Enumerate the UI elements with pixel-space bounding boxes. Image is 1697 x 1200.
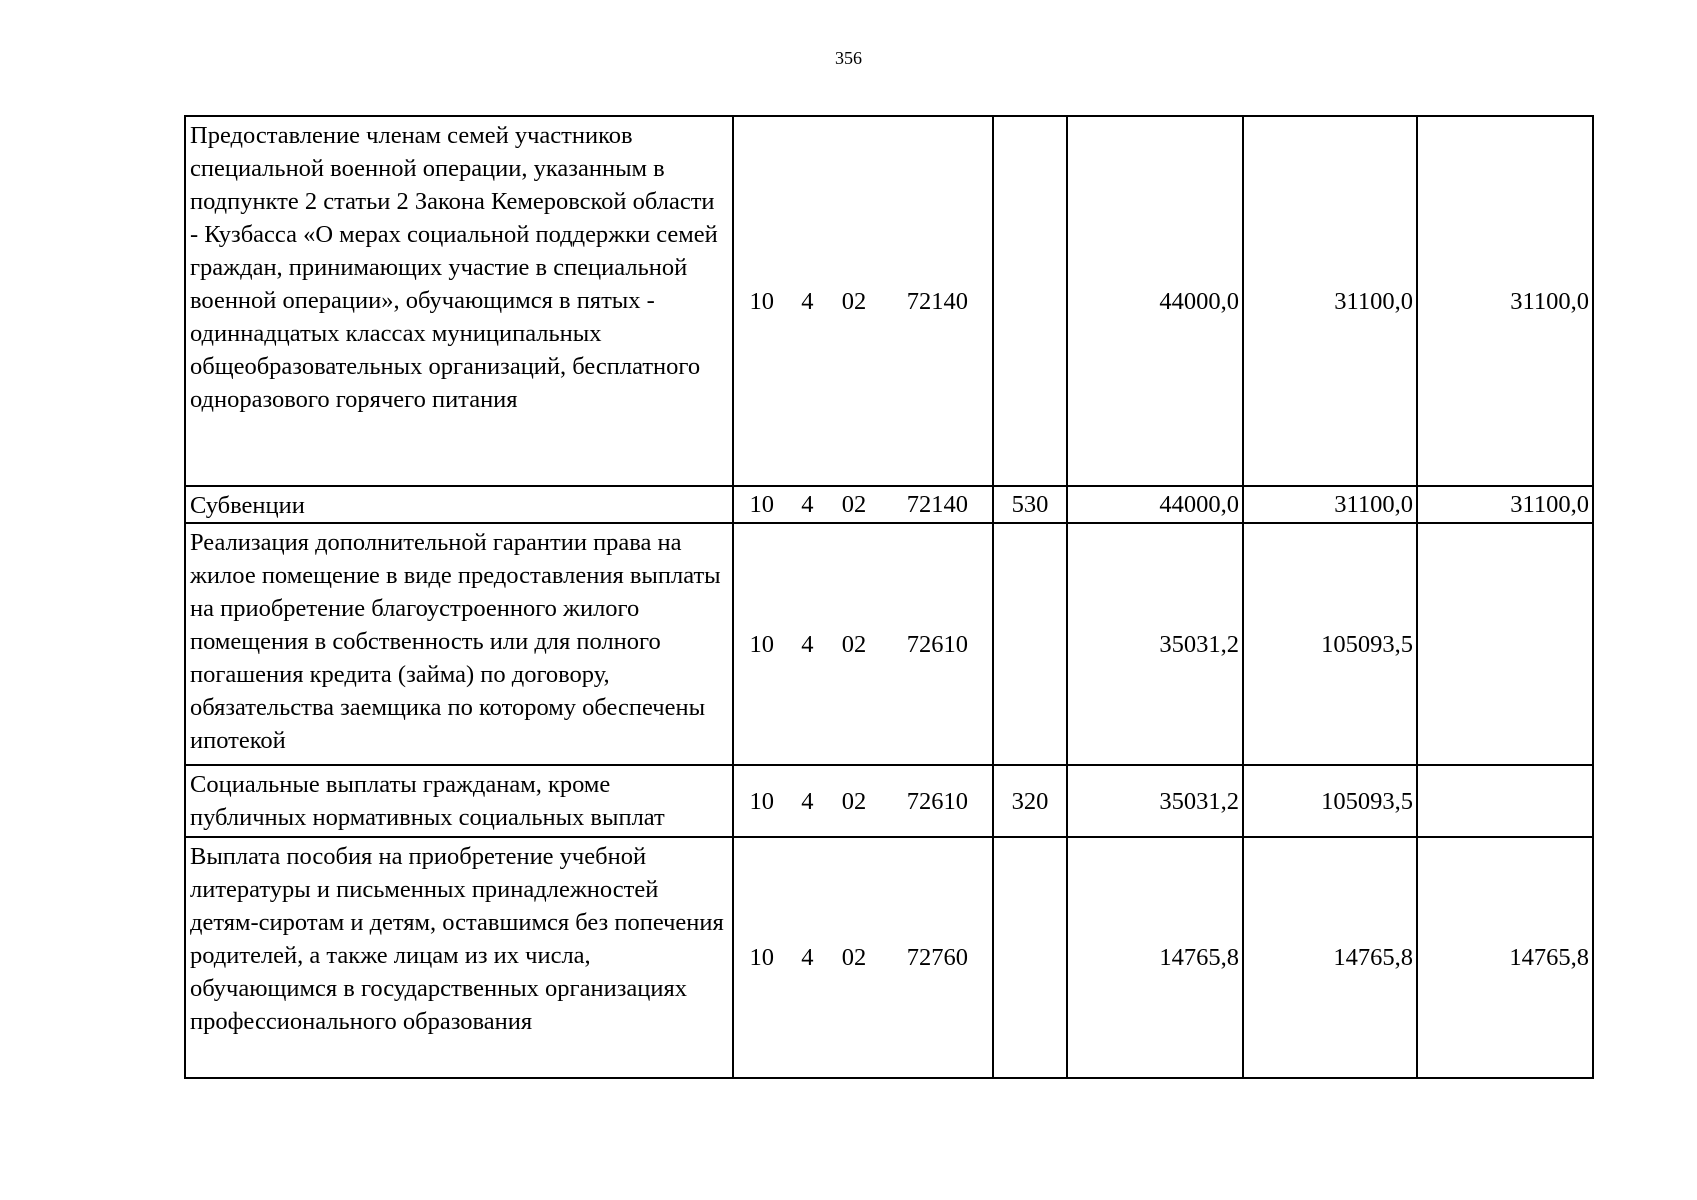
amount-year-2: 105093,5 xyxy=(1243,523,1417,765)
expense-type-code xyxy=(993,837,1067,1078)
subsection-code: 4 xyxy=(801,787,814,815)
target-article-code: 72610 xyxy=(906,787,969,815)
target-article-code: 72610 xyxy=(906,630,969,658)
target-article-code: 72140 xyxy=(906,287,969,315)
section-code: 10 xyxy=(749,491,775,518)
amount-year-1: 35031,2 xyxy=(1067,765,1243,837)
section-code: 10 xyxy=(749,630,775,658)
program-code: 02 xyxy=(841,630,867,658)
section-code: 10 xyxy=(749,787,775,815)
row-codes xyxy=(733,837,993,1078)
subsection-code: 4 xyxy=(801,491,814,518)
section-code: 10 xyxy=(749,944,775,971)
row-description: Социальные выплаты гражданам, кроме публичных нормативных социальных выплат xyxy=(185,765,733,837)
row-codes xyxy=(733,116,993,486)
amount-year-1: 35031,2 xyxy=(1067,523,1243,765)
program-code: 02 xyxy=(841,287,867,315)
table-row xyxy=(185,116,1593,486)
amount-year-1: 14765,8 xyxy=(1067,837,1243,1078)
row-codes xyxy=(733,486,993,523)
amount-year-2: 31100,0 xyxy=(1243,486,1417,523)
subsection-code: 4 xyxy=(801,287,814,315)
amount-year-2: 31100,0 xyxy=(1243,116,1417,486)
row-description: Предоставление членам семей участников специальной военной операции, указанным в подпункте 2 статьи 2 Закона Кемеровской области - Кузбасса «О мерах социальной поддержки семей граждан, принимающих участие в специальной военной операции», обучающимся в пятых - одиннадцатых классах муниципальных общеобразовательных организаций, бесплатного одноразового горячего питания xyxy=(185,116,733,486)
section-code: 10 xyxy=(749,287,775,315)
row-codes xyxy=(733,765,993,837)
amount-year-3: 31100,0 xyxy=(1417,116,1593,486)
target-article-code: 72760 xyxy=(906,944,969,971)
amount-year-3 xyxy=(1417,523,1593,765)
expense-type-code xyxy=(993,523,1067,765)
table-row xyxy=(185,837,1593,1078)
page-number: 356 xyxy=(835,48,862,68)
amount-year-3 xyxy=(1417,765,1593,837)
subsection-code: 4 xyxy=(801,630,814,658)
expense-type-code xyxy=(993,116,1067,486)
target-article-code: 72140 xyxy=(906,491,969,518)
row-codes xyxy=(733,523,993,765)
program-code: 02 xyxy=(841,944,867,971)
program-code: 02 xyxy=(841,787,867,815)
amount-year-3: 14765,8 xyxy=(1417,837,1593,1078)
amount-year-2: 105093,5 xyxy=(1243,765,1417,837)
amount-year-2: 14765,8 xyxy=(1243,837,1417,1078)
row-description: Субвенции xyxy=(185,486,733,523)
expense-type-code: 320 xyxy=(993,765,1067,837)
subsection-code: 4 xyxy=(801,944,814,971)
table-row xyxy=(185,486,1593,523)
amount-year-1: 44000,0 xyxy=(1067,486,1243,523)
table-row xyxy=(185,523,1593,765)
program-code: 02 xyxy=(841,491,867,518)
row-description: Выплата пособия на приобретение учебной литературы и письменных принадлежностей детям-сиротам и детям, оставшимся без попечения родителей, а также лицам из их числа, обучающимся в государственных организациях профессионального образования xyxy=(185,837,733,1078)
expense-type-code: 530 xyxy=(993,486,1067,523)
amount-year-1: 44000,0 xyxy=(1067,116,1243,486)
amount-year-3: 31100,0 xyxy=(1417,486,1593,523)
row-description: Реализация дополнительной гарантии права на жилое помещение в виде предоставления выплаты на приобретение благоустроенного жилого помещения в собственность или для полного погашения кредита (займа) по договору, обязательства заемщика по которому обеспечены ипотекой xyxy=(185,523,733,765)
table-row xyxy=(185,765,1593,837)
budget-table xyxy=(184,115,1594,1079)
